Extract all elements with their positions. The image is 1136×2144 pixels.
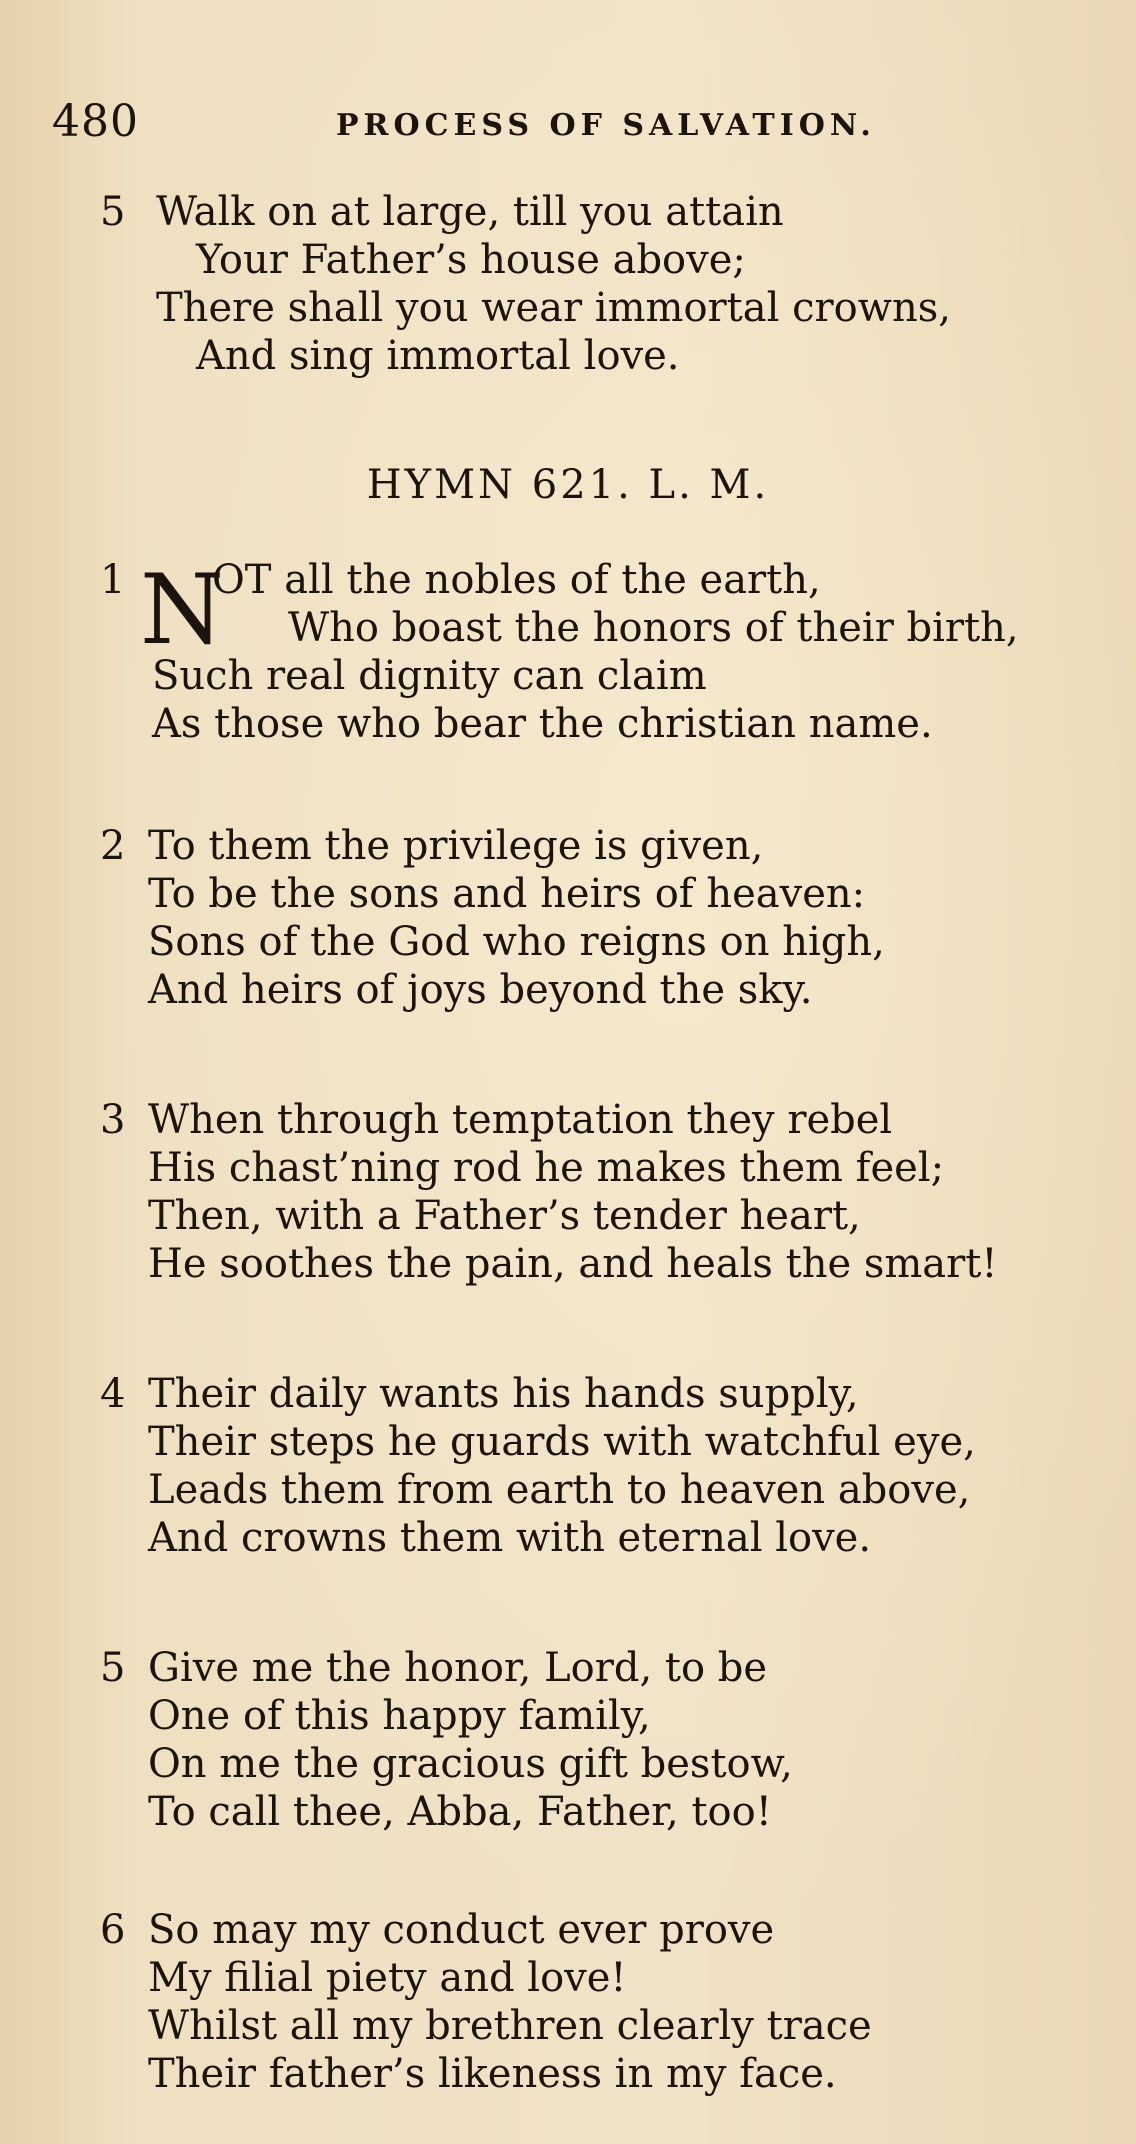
verse-line: On me the gracious gift bestow, xyxy=(148,1741,793,1787)
verse-line: Who boast the honors of their birth, xyxy=(288,605,1019,651)
verse-line: Give me the honor, Lord, to be xyxy=(148,1645,768,1691)
verse-line: So may my conduct ever prove xyxy=(148,1907,775,1953)
verse-line: He soothes the pain, and heals the smart! xyxy=(148,1241,998,1287)
hymn-title: HYMN 621. L. M. xyxy=(366,462,770,508)
running-head: PROCESS OF SALVATION. xyxy=(336,108,876,143)
verse-line: And crowns them with eternal love. xyxy=(148,1515,872,1561)
verse-line: There shall you wear immortal crowns, xyxy=(156,285,951,331)
drop-cap: N xyxy=(140,554,224,666)
verse-line: His chast’ning rod he makes them feel; xyxy=(148,1145,945,1191)
stanza-number: 2 xyxy=(100,823,126,869)
stanza-number: 4 xyxy=(100,1371,126,1417)
verse-line: Whilst all my brethren clearly trace xyxy=(148,2003,872,2049)
stanza-1 xyxy=(100,556,1090,748)
page-number: 480 xyxy=(52,96,139,147)
verse-line: Then, with a Father’s tender heart, xyxy=(148,1193,861,1239)
verse-line: OT all the nobles of the earth, xyxy=(212,557,821,603)
verse-line: To them the privilege is given, xyxy=(148,823,764,869)
verse-line: Their father’s likeness in my face. xyxy=(148,2051,837,2097)
verse-line: Such real dignity can claim xyxy=(152,653,707,699)
verse-line: And heirs of joys beyond the sky. xyxy=(148,967,813,1013)
stanza-number: 5 xyxy=(100,189,126,235)
verse-line: Walk on at large, till you attain xyxy=(156,189,784,235)
stanza-number: 1 xyxy=(100,557,126,603)
verse-line: When through temptation they rebel xyxy=(148,1097,893,1143)
verse-line: And sing immortal love. xyxy=(196,333,680,379)
stanza-number: 3 xyxy=(100,1097,126,1143)
verse-line: Sons of the God who reigns on high, xyxy=(148,919,885,965)
stanza-2 xyxy=(100,822,1090,1014)
stanza-number: 6 xyxy=(100,1907,126,1953)
stanza-4 xyxy=(100,1370,1090,1562)
verse-line: To call thee, Abba, Father, too! xyxy=(148,1789,772,1835)
verse-line: As those who bear the christian name. xyxy=(152,701,933,747)
stanza-3 xyxy=(100,1096,1090,1288)
page-header xyxy=(52,96,1082,156)
verse-line: Their steps he guards with watchful eye, xyxy=(148,1419,976,1465)
verse-line: My filial piety and love! xyxy=(148,1955,627,2001)
stanza-5-continued xyxy=(100,188,1090,380)
verse-line: One of this happy family, xyxy=(148,1693,651,1739)
stanza-5 xyxy=(100,1644,1090,1836)
verse-line: Their daily wants his hands supply, xyxy=(148,1371,859,1417)
verse-line: To be the sons and heirs of heaven: xyxy=(148,871,866,917)
verse-line: Your Father’s house above; xyxy=(196,237,746,283)
stanza-number: 5 xyxy=(100,1645,126,1691)
verse-line: Leads them from earth to heaven above, xyxy=(148,1467,971,1513)
stanza-6 xyxy=(100,1906,1090,2098)
